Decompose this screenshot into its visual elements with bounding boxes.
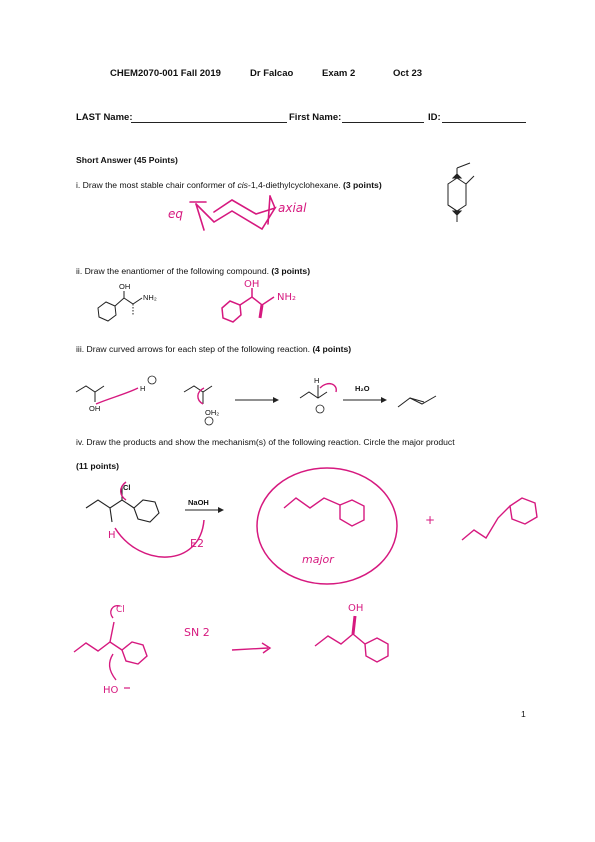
- printed-compound-q2: [98, 291, 142, 321]
- sn2-product-structure: [315, 616, 388, 662]
- question-2-points: (3 points): [271, 266, 311, 276]
- answer-e2-label: E2: [190, 537, 204, 550]
- answer-axial-label: axial: [278, 201, 307, 215]
- q3-oh-label: OH: [89, 404, 101, 413]
- sn2-arrow: [232, 648, 268, 650]
- answer-chair-drawing: [190, 196, 275, 230]
- answer-nh2-q2: NH₂: [277, 292, 297, 303]
- question-1-text: i. Draw the most stable chair conformer of: [76, 180, 238, 190]
- id-label: ID:: [428, 112, 441, 123]
- arrow-head-2: [381, 397, 387, 403]
- q2-oh-label: OH: [119, 282, 131, 291]
- exam-label: Exam 2: [322, 68, 356, 79]
- q3-carbocation-charge: [316, 405, 324, 413]
- question-1-rest: -1,4-diethylcyclohexane.: [247, 180, 341, 190]
- answer-h-q4: H: [108, 530, 116, 541]
- question-3-text: iii. Draw curved arrows for each step of the following reaction.: [76, 344, 311, 354]
- q4-arrow-head: [218, 507, 224, 513]
- question-4-points: (11 points): [76, 461, 119, 471]
- q3-oh2-label: OH₂: [205, 408, 220, 417]
- page-number: 1: [521, 709, 526, 719]
- q3-h-label: H: [140, 384, 146, 393]
- last-name-label: LAST Name:: [76, 112, 133, 123]
- first-name-label: First Name:: [289, 112, 342, 123]
- q3-positive-charge: [148, 376, 156, 384]
- major-product-structure: [284, 498, 364, 526]
- answer-plus: +: [425, 513, 436, 527]
- reaction-scheme-q3: [76, 385, 436, 407]
- question-2-text: ii. Draw the enantiomer of the following compound.: [76, 266, 269, 276]
- arrow-head-1: [273, 397, 279, 403]
- sn2-ho-label: HO: [103, 685, 119, 696]
- sn2-reactant-structure: [74, 606, 147, 680]
- question-4-text: iv. Draw the products and show the mechanism(s) of the following reaction. Circle the major product: [76, 437, 455, 447]
- answer-compound-q2: [222, 288, 274, 322]
- answer-arrows-q3: [96, 384, 336, 404]
- section-title: Short Answer (45 Points): [76, 155, 178, 165]
- q4-naoh-label: NaOH: [188, 498, 209, 507]
- answer-major-label: major: [302, 553, 334, 566]
- instructor-name: Dr Falcao: [250, 68, 294, 79]
- question-1-italic: cis: [237, 180, 248, 190]
- q3-water-label: H₂O: [355, 384, 370, 393]
- answer-oh-q2: OH: [244, 279, 260, 290]
- sn2-product-oh: OH: [348, 603, 364, 614]
- printed-chair-structure: [448, 163, 474, 222]
- exam-date: Oct 23: [393, 68, 423, 79]
- q3-h-carbocation: H: [314, 376, 320, 385]
- minor-product-structure: [462, 498, 537, 540]
- sn2-cl-label: Cl: [116, 605, 125, 615]
- major-product-circle[interactable]: [257, 468, 397, 584]
- course-code: CHEM2070-001 Fall 2019: [110, 68, 221, 79]
- answer-sn2-label: SN 2: [184, 626, 210, 639]
- q3-oh2-charge: [205, 417, 213, 425]
- q4-cl-label: Cl: [123, 483, 131, 492]
- question-3-points: (4 points): [312, 344, 352, 354]
- answer-eq-label: eq: [168, 207, 183, 221]
- question-1-points: (3 points): [343, 180, 382, 190]
- q2-nh2-label: NH₂: [143, 293, 157, 302]
